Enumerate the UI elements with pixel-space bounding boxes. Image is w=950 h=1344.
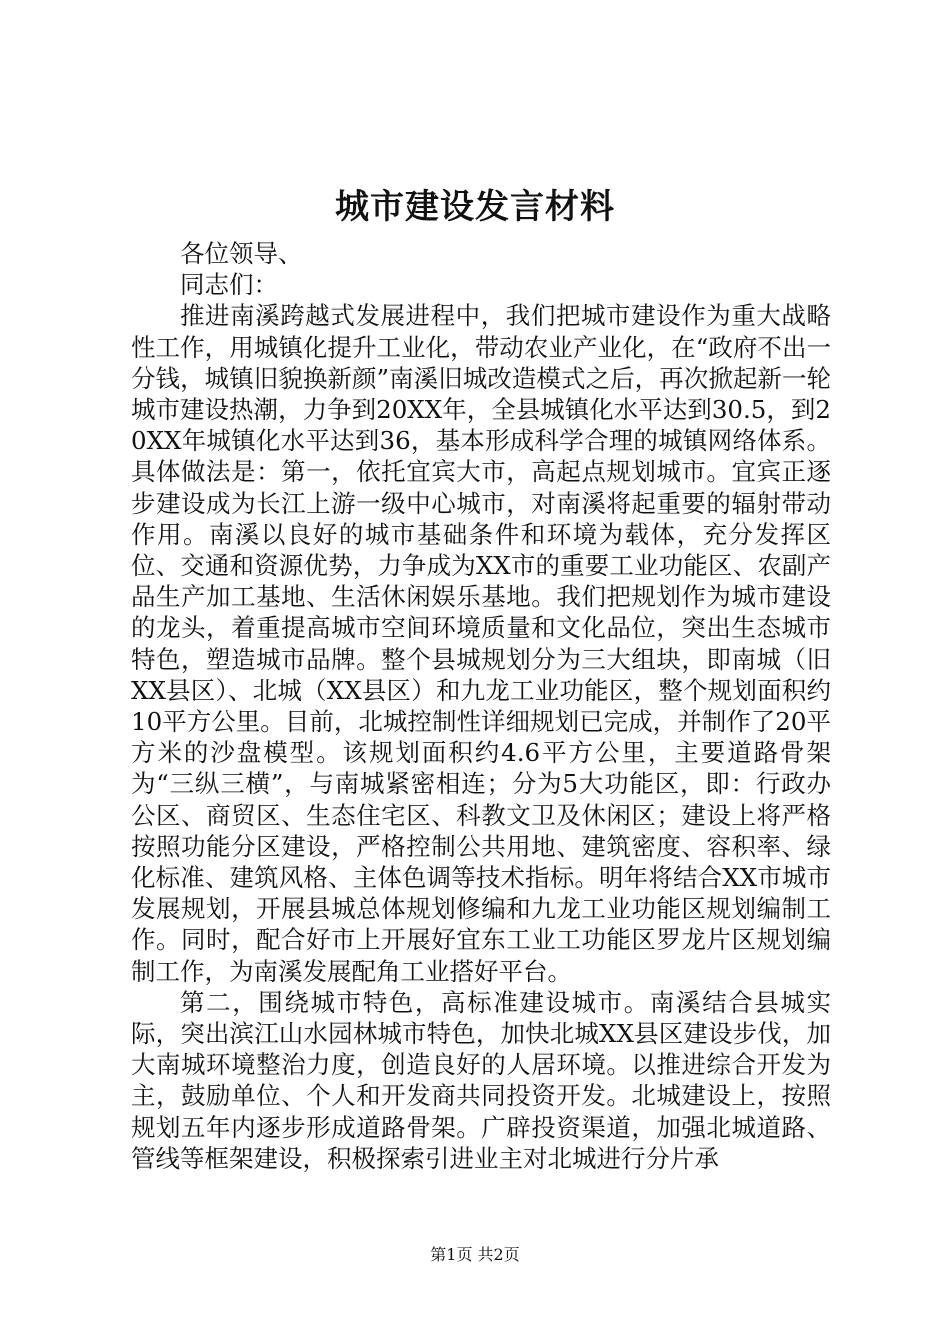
salutation-comrades: 同志们： [180,270,278,300]
body-paragraph-2: 第二，围绕城市特色，高标准建设城市。南溪结合县城实际，突出滨江山水园林城市特色，加快北城XX县区建设步伐，加大南城环境整治力度，创造良好的人居环境。以推进综合开发为主，鼓励单位、个人和开发商共同投资开发。北城建设上，按照规划五年内逐步形成道路骨架。广辟投资渠道，加强北城道路、管线等框架建设，积极探索引进业主对北城进行分片承 [131,987,831,1173]
salutation-leaders: 各位领导、 [180,239,303,268]
document-body [131,238,831,1174]
page-footer: 第1页 共2页 [430,1245,520,1264]
document-title: 城市建设发言材料 [335,187,615,227]
body-paragraph-1: 推进南溪跨越式发展进程中，我们把城市建设作为重大战略性工作，用城镇化提升工业化，带动农业产业化，在“政府不出一分钱，城镇旧貌换新颜”南溪旧城改造模式之后，再次掀起新一轮城市建设热潮，力争到20XX年，全县城镇化水平达到30.5，到20XX年城镇化水平达到36，基本形成科学合理的城镇网络体系。具体做法是：第一，依托宜宾大市，高起点规划城市。宜宾正逐步建设成为长江上游一级中心城市，对南溪将起重要的辐射带动作用。南溪以良好的城市基础条件和环境为载体，充分发挥区位、交通和资源优势，力争成为XX市的重要工业功能区、农副产品生产加工基地、生活休闲娱乐基地。我们把规划作为城市建设的龙头，着重提高城市空间环境质量和文化品位，突出生态城市特色，塑造城市品牌。整个县城规划分为三大组块，即南城（旧XX县区）、北城（XX县区）和九龙工业功能区，整个规划面积约10平方公里。目前，北城控制性详细规划已完成，并制作了20平方米的沙盘模型。该规划面积约4.6平方公里，主要道路骨架为“三纵三横”，与南城紧密相连；分为5大功能区，即：行政办公区、商贸区、生态住宅区、科教文卫及休闲区；建设上将严格按照功能分区建设，严格控制公共用地、建筑密度、容积率、绿化标准、建筑风格、主体色调等技术指标。明年将结合XX市城市发展规划，开展县城总体规划修编和九龙工业功能区规划编制工作。同时，配合好市上开展好宜东工业工功能区罗龙片区规划编制工作，为南溪发展配角工业搭好平台。 [131,301,831,986]
